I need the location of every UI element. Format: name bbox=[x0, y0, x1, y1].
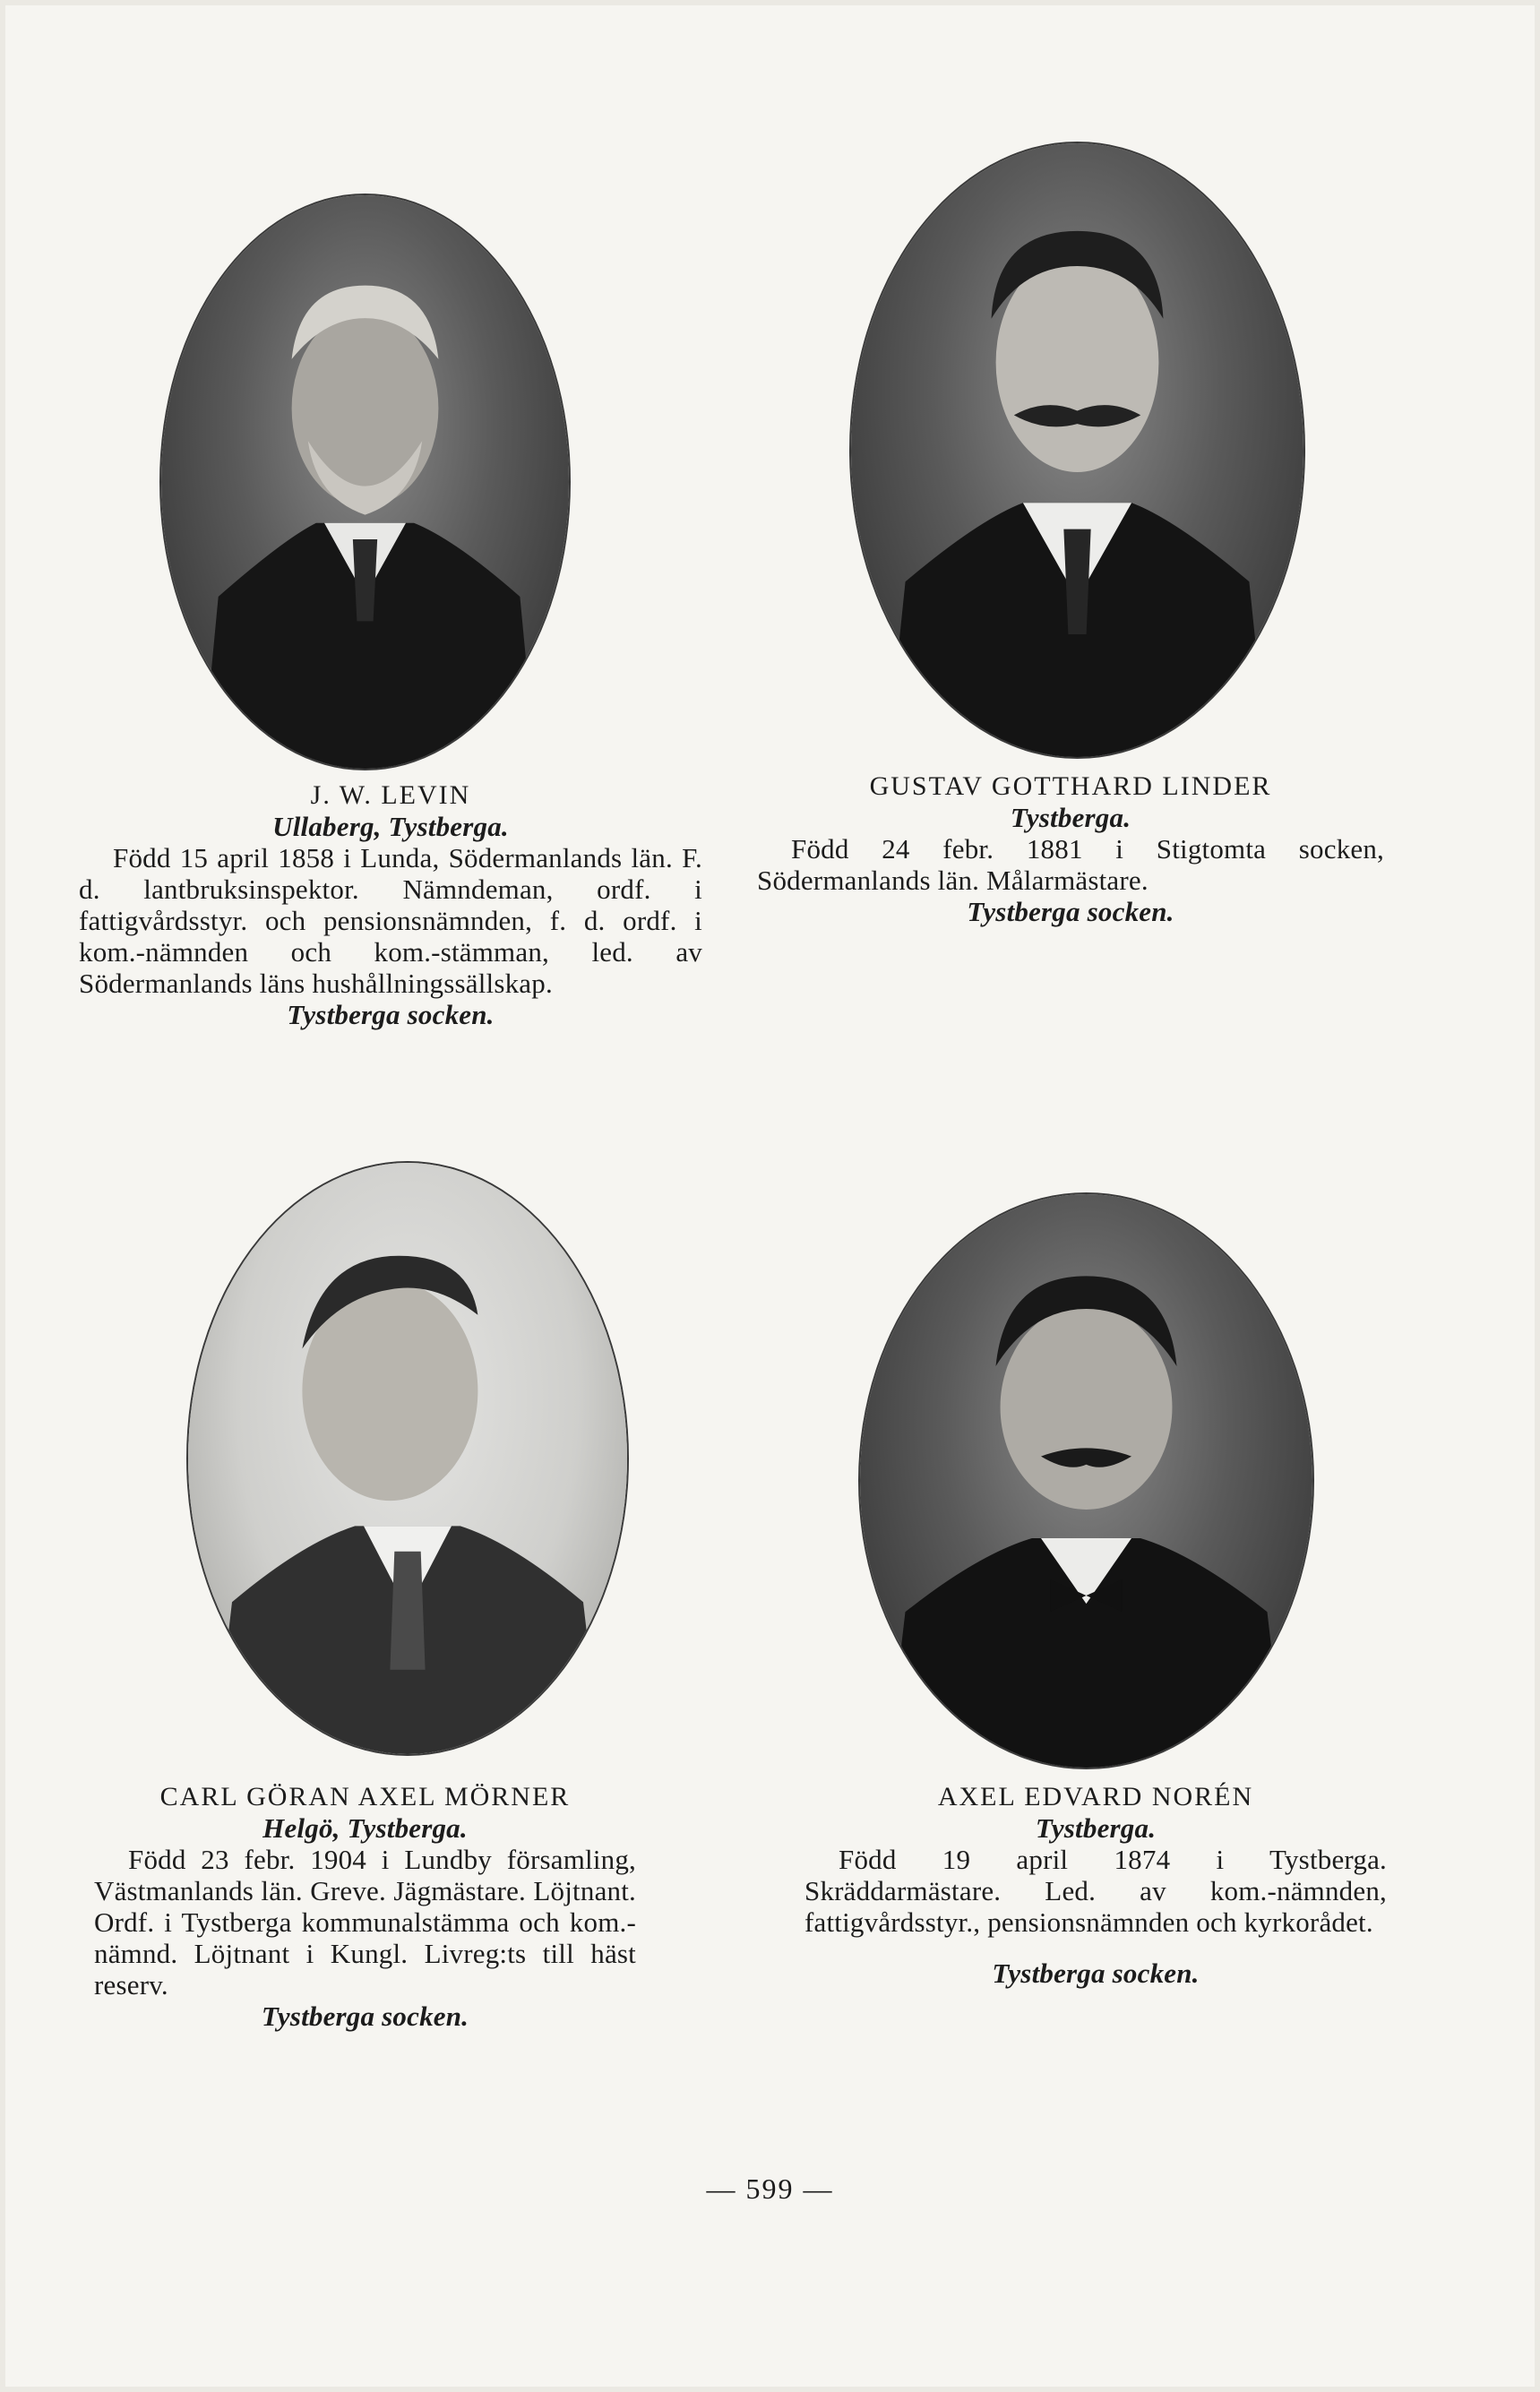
caption-noren bbox=[804, 1781, 1387, 1989]
biography: Född 19 april 1874 i Tystberga. Skräddarmästare. Led. av kom.-nämnden, fattigvårdsstyr., pensionsnämnden och kyrkorådet. bbox=[804, 1844, 1387, 1938]
portrait-silhouette bbox=[161, 195, 569, 769]
biography: Född 23 febr. 1904 i Lundby församling, Västmanlands län. Greve. Jägmästare. Löjtnant. Ordf. i Tystberga kommunalstämma och kom.-nämnd. Löjtnant i Kungl. Livreg:ts till häst reserv. bbox=[94, 1844, 636, 2001]
parish: Tystberga socken. bbox=[967, 896, 1174, 927]
portrait-silhouette bbox=[851, 143, 1303, 757]
portrait-photo-linder bbox=[851, 143, 1303, 757]
parish: Tystberga socken. bbox=[992, 1957, 1200, 1989]
portrait-photo-noren bbox=[860, 1194, 1312, 1768]
portrait-photo-levin bbox=[161, 195, 569, 769]
person-name: CARL GÖRAN AXEL MÖRNER bbox=[159, 1782, 571, 1811]
caption-levin bbox=[79, 779, 702, 1030]
portrait-photo-morner bbox=[188, 1163, 627, 1754]
biography: Född 15 april 1858 i Lunda, Södermanlands län. F. d. lantbruksinspektor. Nämndeman, ordf. i fattigvårdsstyr. och pensionsnämnden, f. d. ordf. i kom.-nämnden och kom.-stämman, led. av Södermanlands läns hushållningssällskap. bbox=[79, 842, 702, 999]
portrait-silhouette bbox=[188, 1163, 627, 1754]
person-name: AXEL EDVARD NORÉN bbox=[937, 1782, 1254, 1811]
parish: Tystberga socken. bbox=[261, 2001, 469, 2032]
residence: Tystberga. bbox=[1010, 802, 1131, 833]
caption-linder bbox=[757, 770, 1384, 927]
page-number: — 599 — bbox=[706, 2173, 834, 2205]
biography: Född 24 febr. 1881 i Stigtomta socken, Södermanlands län. Målarmästare. bbox=[757, 833, 1384, 896]
parish: Tystberga socken. bbox=[287, 999, 495, 1030]
portrait-silhouette bbox=[860, 1194, 1312, 1768]
residence: Tystberga. bbox=[1035, 1812, 1157, 1844]
caption-morner bbox=[94, 1781, 636, 2032]
person-name: J. W. LEVIN bbox=[310, 780, 471, 810]
residence: Helgö, Tystberga. bbox=[262, 1812, 468, 1844]
residence: Ullaberg, Tystberga. bbox=[272, 811, 509, 842]
person-name: GUSTAV GOTTHARD LINDER bbox=[869, 771, 1272, 801]
